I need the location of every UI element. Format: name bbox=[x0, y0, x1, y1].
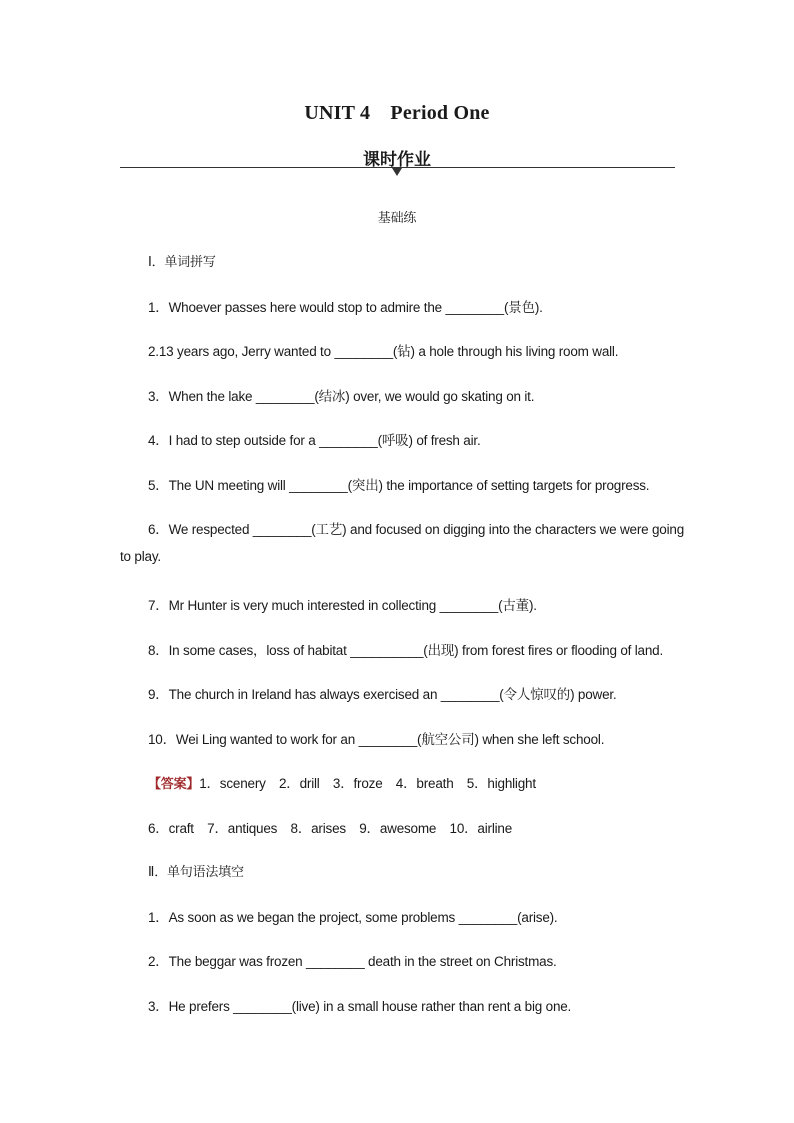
question-item: 5．The UN meeting will ________(突出) the importance of setting targets for progress. bbox=[148, 478, 650, 493]
part2-heading: Ⅱ．单句语法填空 bbox=[148, 865, 244, 880]
page-subtitle: 课时作业 bbox=[363, 150, 431, 170]
question-item: 1．Whoever passes here would stop to admire the ________(景色). bbox=[148, 300, 543, 315]
divider-triangle-icon bbox=[392, 168, 402, 176]
question-item: 1．As soon as we began the project, some problems ________(arise). bbox=[148, 910, 558, 925]
answer-text: 1．scenery 2．drill 3．froze 4．breath 5．highlight bbox=[199, 776, 536, 791]
question-item: 3．When the lake ________(结冰) over, we would go skating on it. bbox=[148, 389, 535, 404]
question-item: 7．Mr Hunter is very much interested in collecting ________(古董). bbox=[148, 598, 537, 613]
part1-heading: Ⅰ．单词拼写 bbox=[148, 255, 216, 270]
question-item: 2.13 years ago, Jerry wanted to ________(钻) a hole through his living room wall. bbox=[148, 344, 619, 359]
question-item: 10．Wei Ling wanted to work for an ________(航空公司) when she left school. bbox=[148, 732, 605, 747]
question-item: 8．In some cases，loss of habitat __________(出现) from forest fires or flooding of land. bbox=[148, 643, 664, 658]
question-item: 3．He prefers ________(live) in a small house rather than rent a big one. bbox=[148, 999, 572, 1014]
section-label: 基础练 bbox=[377, 211, 417, 226]
answer-label: 【答案】 bbox=[148, 777, 200, 792]
question-item: 4．I had to step outside for a ________(呼吸) of fresh air. bbox=[148, 433, 481, 448]
question-item: 9．The church in Ireland has always exercised an ________(令人惊叹的) power. bbox=[148, 687, 617, 702]
page-title: UNIT 4 Period One bbox=[304, 102, 490, 124]
question-item-continuation: to play. bbox=[120, 549, 161, 564]
question-item: 6．We respected ________(工艺) and focused on digging into the characters we were going bbox=[148, 522, 685, 537]
answer-line: 6．craft 7．antiques 8．arises 9．awesome 10．airline bbox=[148, 821, 513, 836]
question-item: 2．The beggar was frozen ________ death in the street on Christmas. bbox=[148, 954, 557, 969]
answer-line bbox=[148, 772, 536, 792]
